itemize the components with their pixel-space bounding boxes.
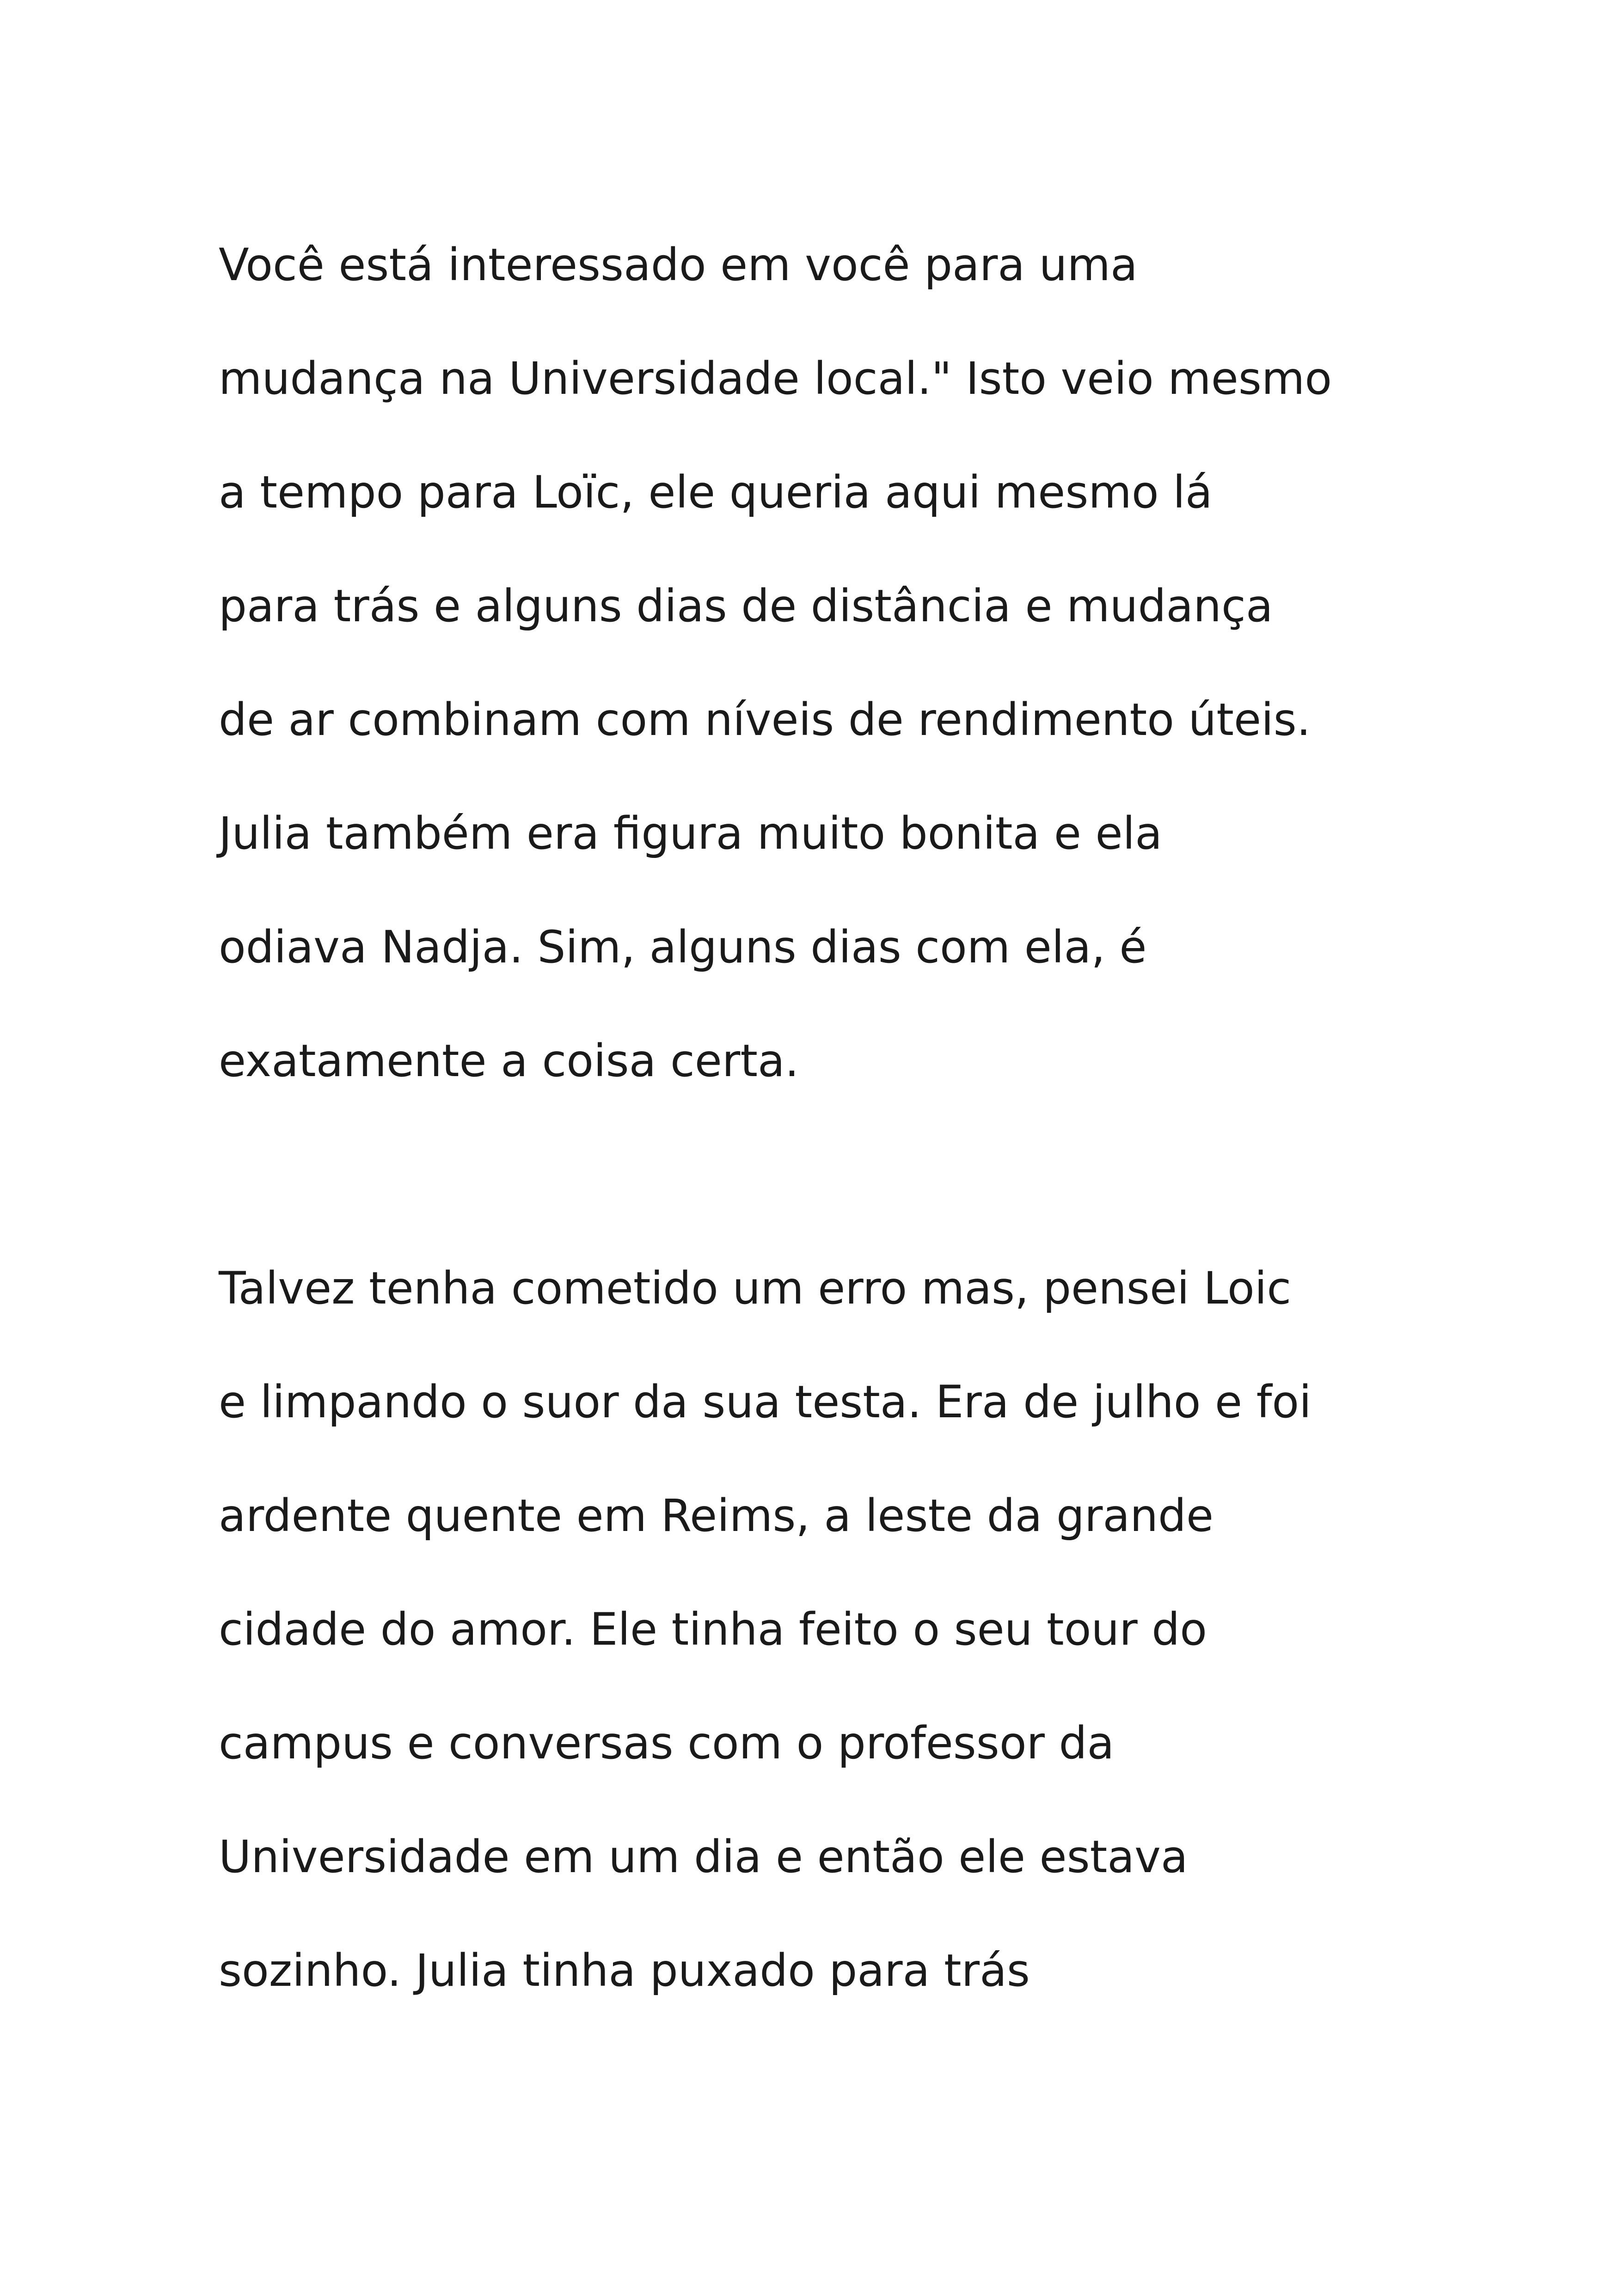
text-line: Universidade em um dia e então ele estava — [219, 1831, 1188, 1883]
text-line: Julia também era figura muito bonita e ela — [219, 808, 1163, 859]
text-line: cidade do amor. Ele tinha feito o seu tour do — [219, 1604, 1207, 1655]
text-line: a tempo para Loïc, ele queria aqui mesmo lá — [219, 466, 1213, 518]
text-line: e limpando o suor da sua testa. Era de julho e foi — [219, 1376, 1312, 1428]
paragraph-1 — [219, 208, 1332, 1118]
text-line: sozinho. Julia tinha puxado para trás — [219, 1945, 1030, 1996]
text-line: exatamente a coisa certa. — [219, 1035, 799, 1087]
text-line: Você está interessado em você para uma — [219, 239, 1138, 291]
text-line: mudança na Universidade local." Isto veio mesmo — [219, 353, 1332, 404]
paragraph-2 — [219, 1231, 1312, 2027]
text-line: de ar combinam com níveis de rendimento úteis. — [219, 694, 1311, 746]
text-line: odiava Nadja. Sim, alguns dias com ela, é — [219, 921, 1147, 973]
text-line: para trás e alguns dias de distância e mudança — [219, 580, 1273, 632]
text-line: Talvez tenha cometido um erro mas, pensei Loic — [219, 1262, 1292, 1314]
text-line: campus e conversas com o professor da — [219, 1717, 1115, 1769]
text-line: ardente quente em Reims, a leste da grande — [219, 1490, 1214, 1542]
